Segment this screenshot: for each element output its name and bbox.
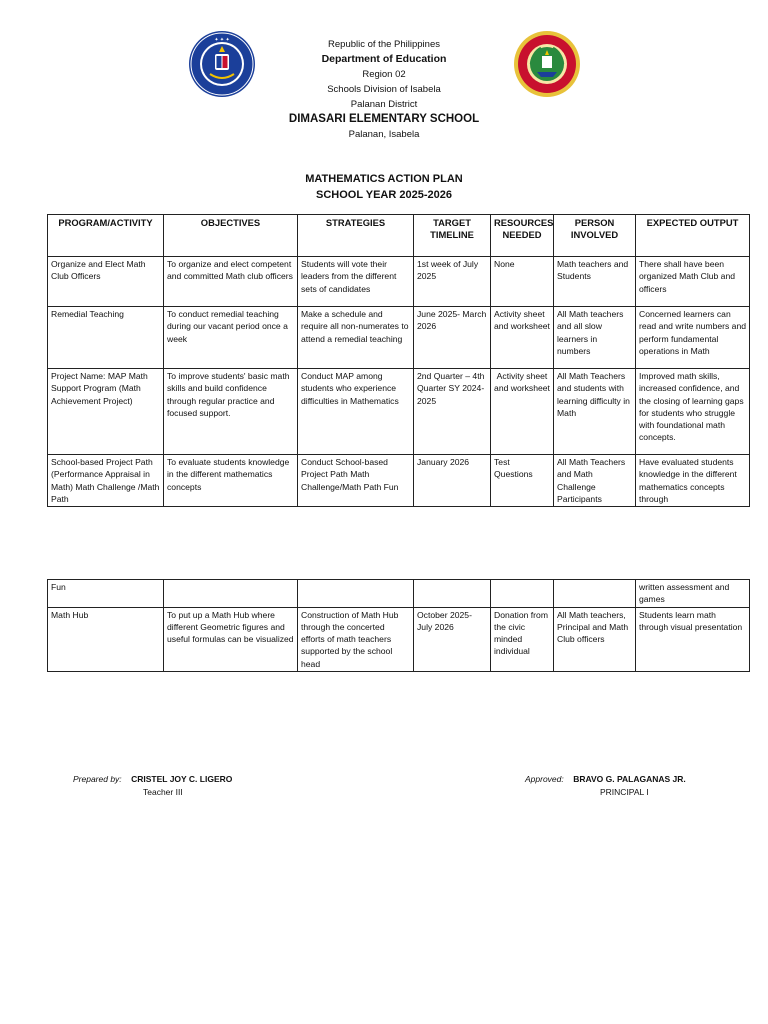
table-row xyxy=(48,455,750,507)
table-cell: October 2025- July 2026 xyxy=(414,607,491,671)
table-cell: Math teachers and Students xyxy=(554,257,636,307)
table-cell: All Math Teachers and Math Challenge Participants xyxy=(554,455,636,507)
table-cell: Students learn math through visual presentation xyxy=(636,607,750,671)
column-header: PERSON INVOLVED xyxy=(554,215,636,257)
document-title xyxy=(0,171,768,203)
table-cell: To evaluate students knowledge in the different mathematics concepts xyxy=(164,455,298,507)
table-cell: Activity sheet and worksheet xyxy=(491,369,554,455)
table-cell: written assessment and games xyxy=(636,580,750,608)
table-cell: School-based Project Path (Performance Appraisal in Math) Math Challenge /Math Path xyxy=(48,455,164,507)
column-header: OBJECTIVES xyxy=(164,215,298,257)
table-cell: Students will vote their leaders from the different sets of candidates xyxy=(298,257,414,307)
table-cell xyxy=(164,580,298,608)
table-cell: Remedial Teaching xyxy=(48,307,164,369)
approved-title: PRINCIPAL I xyxy=(600,787,649,797)
header-district: Palanan District xyxy=(350,99,418,110)
header-region: Region 02 xyxy=(362,69,406,80)
column-header: TARGET TIMELINE xyxy=(414,215,491,257)
svg-text:✦ ✦ ✦: ✦ ✦ ✦ xyxy=(214,37,230,43)
table-cell: Organize and Elect Math Club Officers xyxy=(48,257,164,307)
table-cell xyxy=(414,580,491,608)
table-cell: Make a schedule and require all non-numerates to attend a remedial teaching xyxy=(298,307,414,369)
table-cell: Donation from the civic minded individual xyxy=(491,607,554,671)
table-cell: Improved math skills, increased confidence, and the closing of learning gaps for students who struggle with foundational math concepts. xyxy=(636,369,750,455)
table-cell: There shall have been organized Math Club and officers xyxy=(636,257,750,307)
letterhead xyxy=(0,37,768,142)
table-cell: To conduct remedial teaching during our vacant period once a week xyxy=(164,307,298,369)
action-plan-table-part-1 xyxy=(47,214,750,507)
table-header-row xyxy=(48,215,750,257)
title-line-2: SCHOOL YEAR 2025-2026 xyxy=(316,189,452,201)
table-cell: All Math Teachers and students with learning difficulty in Math xyxy=(554,369,636,455)
table-cell: Test Questions xyxy=(491,455,554,507)
column-header: PROGRAM/ACTIVITY xyxy=(48,215,164,257)
table-cell: Math Hub xyxy=(48,607,164,671)
table-cell: Activity sheet and worksheet xyxy=(491,307,554,369)
table-cell: Project Name: MAP Math Support Program (Math Achievement Project) xyxy=(48,369,164,455)
table-row xyxy=(48,607,750,671)
prepared-by-block xyxy=(73,773,232,799)
table-cell: To put up a Math Hub where different Geometric figures and useful formulas can be visualized xyxy=(164,607,298,671)
column-header: STRATEGIES xyxy=(298,215,414,257)
table-row xyxy=(48,257,750,307)
table-cell xyxy=(491,580,554,608)
header-division: Schools Division of Isabela xyxy=(327,84,441,95)
header-location: Palanan, Isabela xyxy=(348,129,420,140)
table-cell: Have evaluated students knowledge in the different mathematics concepts through xyxy=(636,455,750,507)
action-plan-table-part-2 xyxy=(47,579,750,672)
table-cell: To organize and elect competent and committed Math club officers xyxy=(164,257,298,307)
prepared-title: Teacher III xyxy=(143,787,183,797)
table-cell: 2nd Quarter – 4th Quarter SY 2024-2025 xyxy=(414,369,491,455)
table-cell: To improve students' basic math skills and build confidence through regular practice and focused support. xyxy=(164,369,298,455)
column-header: EXPECTED OUTPUT xyxy=(636,215,750,257)
table-cell: Conduct School-based Project Path Math Challenge/Math Path Fun xyxy=(298,455,414,507)
header-department: Department of Education xyxy=(321,53,447,65)
table-cell: 1st week of July 2025 xyxy=(414,257,491,307)
approved-by-block xyxy=(525,773,686,799)
table-cell: Conduct MAP among students who experience difficulties in Mathematics xyxy=(298,369,414,455)
column-header: RESOURCES NEEDED xyxy=(491,215,554,257)
table-cell: Concerned learners can read and write numbers and perform fundamental operations in Math xyxy=(636,307,750,369)
table-cell: None xyxy=(491,257,554,307)
prepared-name: CRISTEL JOY C. LIGERO xyxy=(131,774,233,784)
table-cell: Fun xyxy=(48,580,164,608)
table-row xyxy=(48,307,750,369)
title-line-1: MATHEMATICS ACTION PLAN xyxy=(305,173,463,185)
table-row xyxy=(48,580,750,608)
approved-name: BRAVO G. PALAGANAS JR. xyxy=(573,774,686,784)
prepared-label: Prepared by: xyxy=(73,774,122,784)
table-cell xyxy=(554,580,636,608)
approved-label: Approved: xyxy=(525,774,564,784)
table-row xyxy=(48,369,750,455)
table-cell: All Math teachers, Principal and Math Club officers xyxy=(554,607,636,671)
table-cell xyxy=(298,580,414,608)
table-cell: Construction of Math Hub through the concerted efforts of math teachers supported by the school head xyxy=(298,607,414,671)
header-republic: Republic of the Philippines xyxy=(328,39,440,50)
header-school-name: DIMASARI ELEMENTARY SCHOOL xyxy=(288,113,480,125)
table-cell: All Math teachers and all slow learners in numbers xyxy=(554,307,636,369)
table-cell: June 2025- March 2026 xyxy=(414,307,491,369)
table-cell: January 2026 xyxy=(414,455,491,507)
